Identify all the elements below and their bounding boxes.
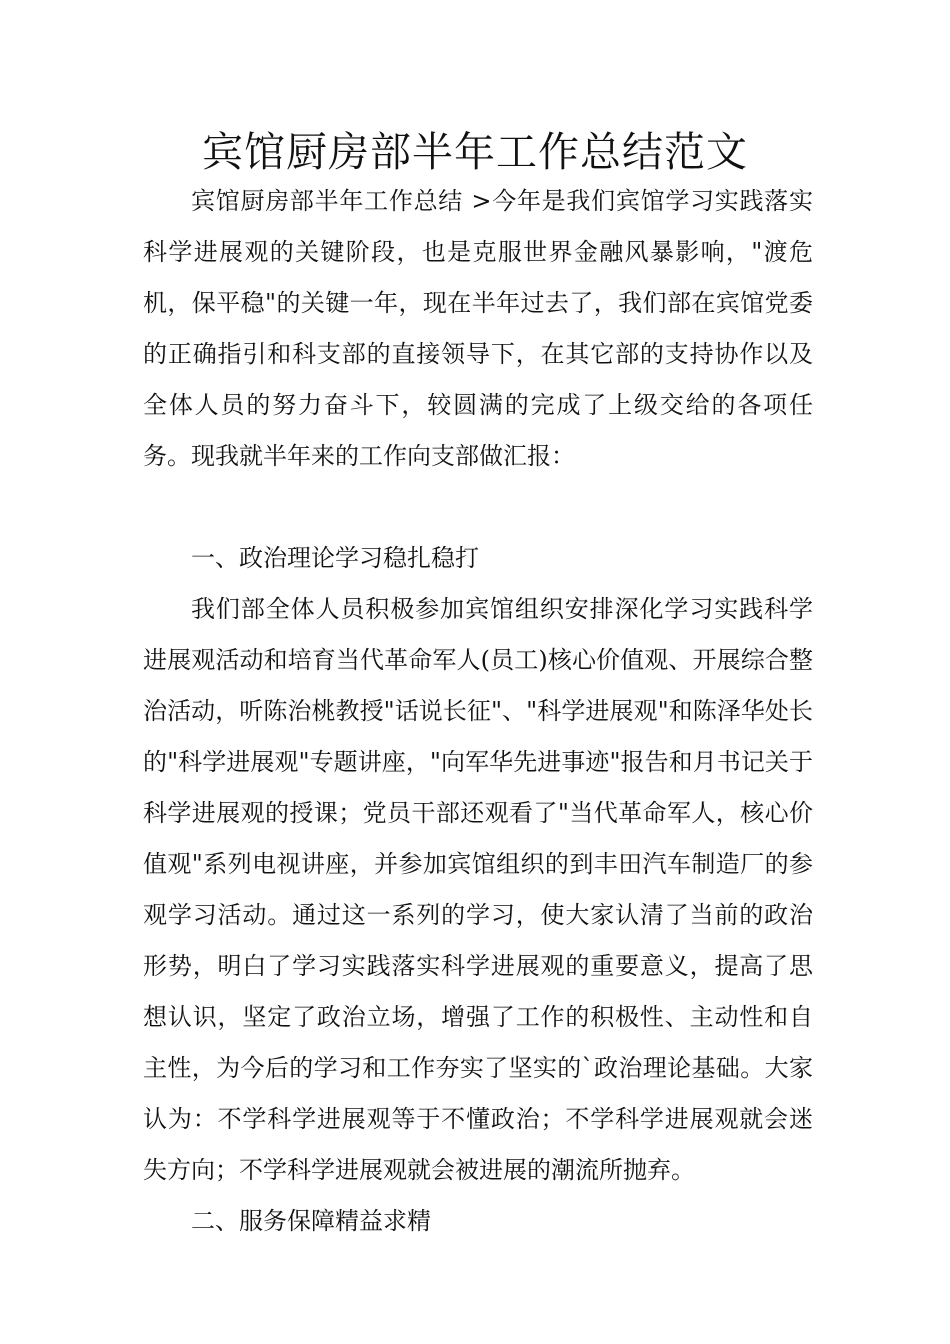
paragraph-spacer: [143, 482, 813, 533]
intro-paragraph: 宾馆厨房部半年工作总结 >今年是我们宾馆学习实践落实科学进展观的关键阶段，也是克服世界金融风暴影响，"渡危机，保平稳"的关键一年，现在半年过去了，我们部在宾馆党委的正确指引和科支部的直接领导下，在其它部的支持协作以及全体人员的努力奋斗下，较圆满的完成了上级交给的各项任务。现我就半年来的工作向支部做汇报：: [143, 187, 813, 470]
document-title: 宾馆厨房部半年工作总结范文: [202, 128, 748, 176]
section-heading-1: 一、政治理论学习稳扎稳打: [191, 544, 479, 572]
section-heading-2: 二、服务保障精益求精: [191, 1207, 431, 1235]
section-1-paragraph: 我们部全体人员积极参加宾馆组织安排深化学习实践科学进展观活动和培育当代革命军人(员工)核心价值观、开展综合整治活动，听陈治桃教授"话说长征"、"科学进展观"和陈泽华处长的"科学进展观"专题讲座，"向军华先进事迹"报告和月书记关于科学进展观的授课；党员干部还观看了"当代革命军人，核心价值观"系列电视讲座，并参加宾馆组织的到丰田汽车制造厂的参观学习活动。通过这一系列的学习，使大家认清了当前的政治形势，明白了学习实践落实科学进展观的重要意义，提高了思想认识，坚定了政治立场，增强了工作的积极性、主动性和自主性，为今后的学习和工作夯实了坚实的`政治理论基础。大家认为：不学科学进展观等于不懂政治；不学科学进展观就会迷失方向；不学科学进展观就会被进展的潮流所抛弃。: [143, 595, 813, 1184]
document-body: [143, 176, 813, 1247]
